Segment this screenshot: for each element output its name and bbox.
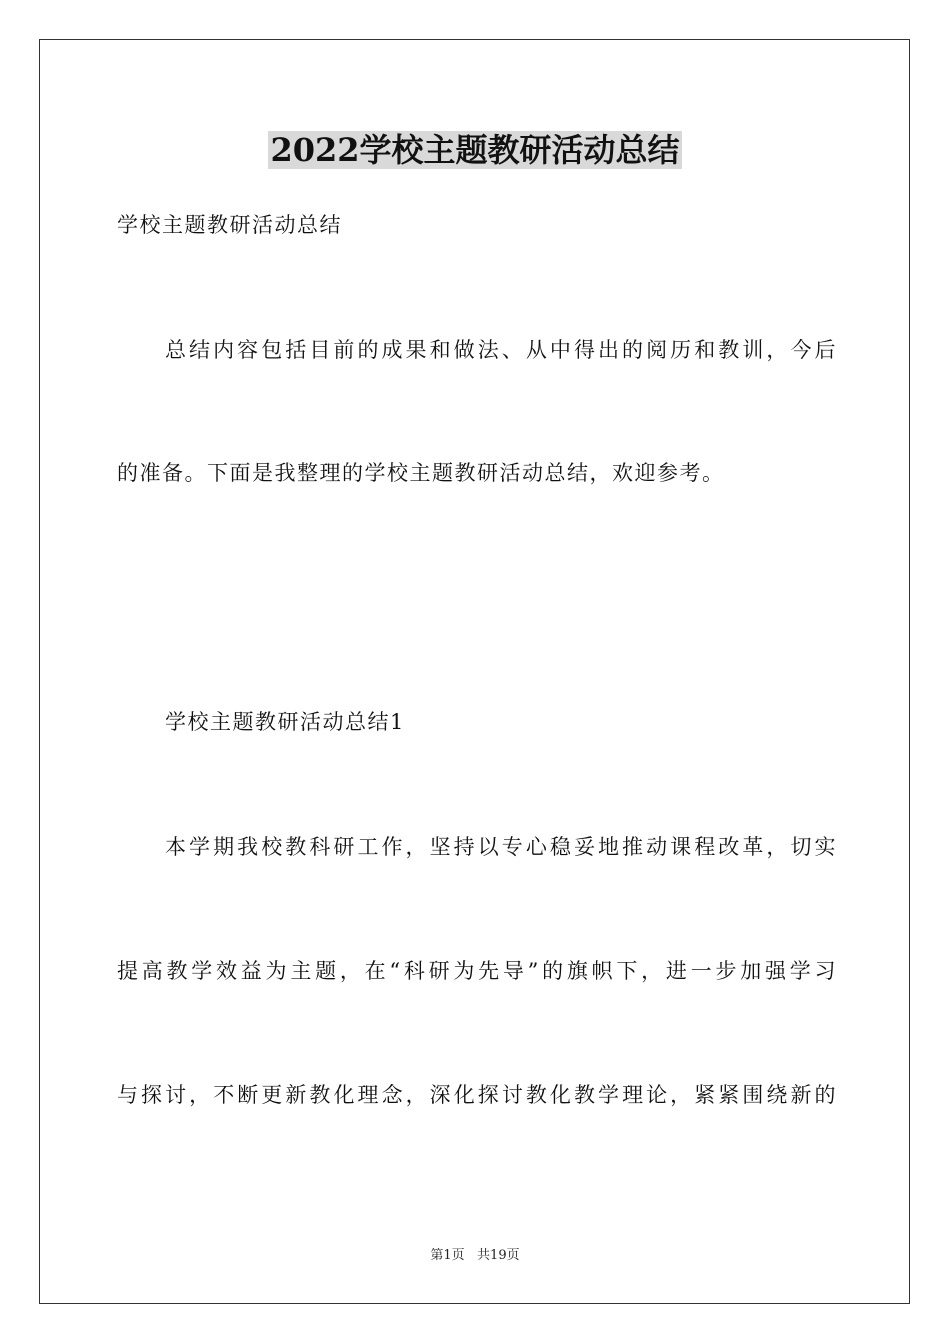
intro-line-1: 总结内容包括目前的成果和做法、从中得出的阅历和教训，今后 <box>165 338 837 362</box>
body-line-2: 提高教学效益为主题，在“科研为先导”的旗帜下，进一步加强学习 <box>117 959 837 983</box>
document-title <box>0 128 950 172</box>
page-footer: 第1页 共19页 <box>430 1248 520 1263</box>
section-heading: 学校主题教研活动总结1 <box>165 710 405 734</box>
document-title-text: 2022学校主题教研活动总结 <box>270 131 680 169</box>
body-line-3: 与探讨，不断更新教化理念，深化探讨教化教学理论，紧紧围绕新的 <box>117 1083 837 1107</box>
document-subtitle: 学校主题教研活动总结 <box>117 213 342 237</box>
intro-line-2: 的准备。下面是我整理的学校主题教研活动总结，欢迎参考。 <box>117 461 725 485</box>
body-line-1: 本学期我校教科研工作，坚持以专心稳妥地推动课程改革，切实 <box>165 835 837 859</box>
